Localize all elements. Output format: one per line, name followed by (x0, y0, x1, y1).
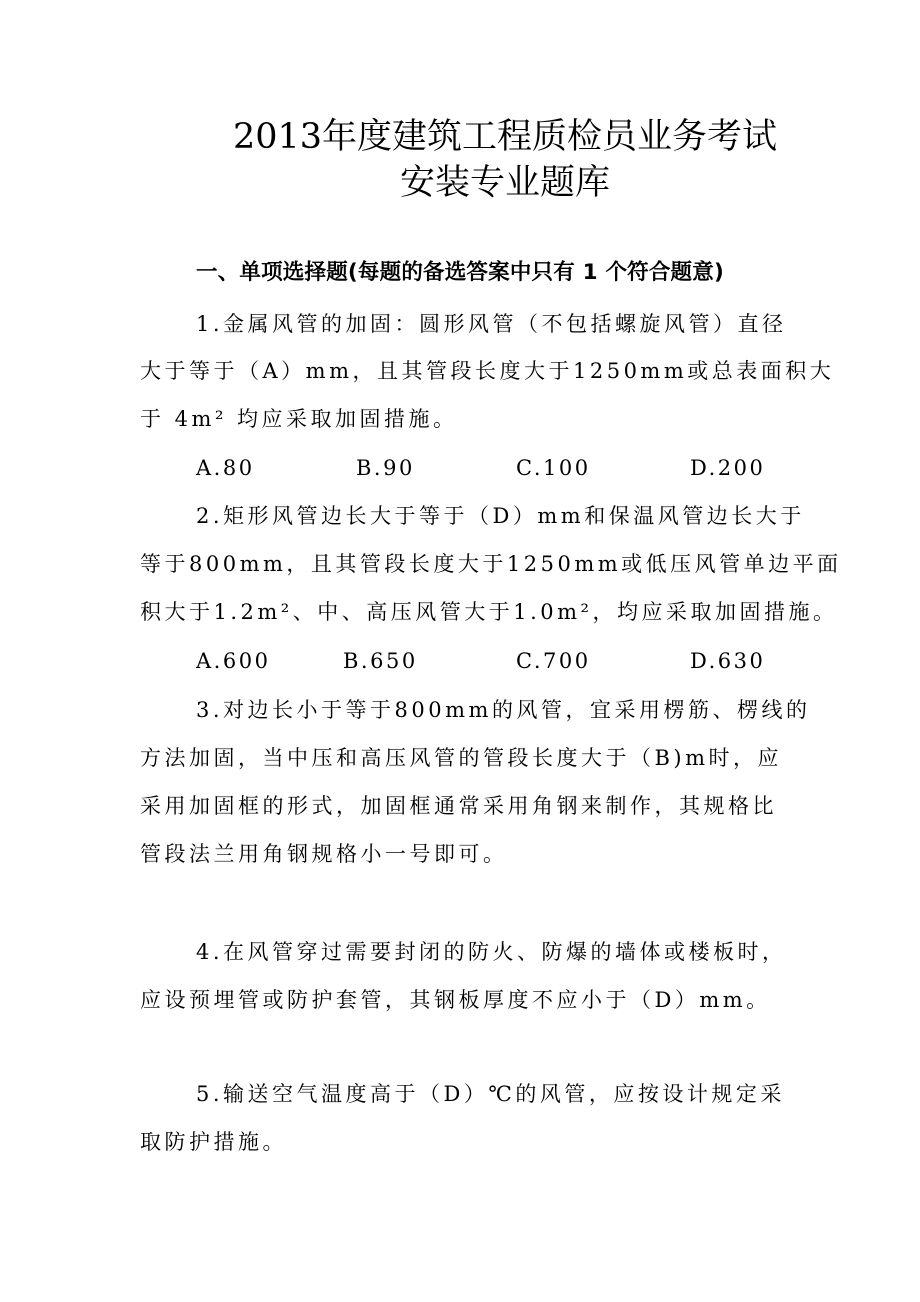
question-4-line-2: 应设预埋管或防护套管，其钢板厚度不应小于（D）mm。 (140, 988, 771, 1012)
question-1-line-1: 1.金属风管的加固：圆形风管（不包括螺旋风管）直径 (196, 312, 787, 336)
question-2-line-1: 2.矩形风管边长大于等于（D）mm和保温风管边长大于 (196, 504, 805, 528)
question-2-option-a: A.600 (196, 649, 271, 673)
question-1-line-3: 于 4m² 均应采取加固措施。 (140, 407, 458, 431)
document-title-line2: 安装专业题库 (399, 163, 610, 203)
question-1-line-2: 大于等于（A）mm，且其管段长度大于1250mm或总表面积大 (140, 359, 835, 383)
document-title-line1: 2013年度建筑工程质检员业务考试 (232, 117, 778, 157)
question-3-line-1: 3.对边长小于等于800mm的风管，宜采用楞筋、楞线的 (196, 698, 811, 722)
question-2-option-c: C.700 (516, 649, 591, 673)
question-2-option-b: B.650 (343, 649, 418, 673)
question-1-option-b: B.90 (356, 456, 415, 480)
question-3-line-2: 方法加固，当中压和高压风管的管段长度大于（B)m时，应 (140, 746, 783, 770)
question-3-line-3: 采用加固框的形式，加固框通常采用角钢来制作，其规格比 (140, 794, 777, 818)
question-2-option-d: D.630 (690, 649, 766, 673)
question-1-option-d: D.200 (690, 456, 766, 480)
question-2-line-2: 等于800mm，且其管段长度大于1250mm或低压风管单边平面 (140, 552, 842, 576)
question-4-line-1: 4.在风管穿过需要封闭的防火、防爆的墙体或楼板时， (196, 940, 787, 964)
question-5-line-1: 5.输送空气温度高于（D）℃的风管，应按设计规定采 (196, 1082, 785, 1106)
question-3-line-4: 管段法兰用角钢规格小一号即可。 (140, 842, 508, 866)
section-heading-single-choice: 一、单项选择题(每题的备选答案中只有 1 个符合题意) (196, 260, 724, 285)
question-1-option-c: C.100 (516, 456, 591, 480)
question-5-line-2: 取防护措施。 (140, 1130, 287, 1154)
question-2-line-3: 积大于1.2m²、中、高压风管大于1.0m²，均应采取加固措施。 (140, 600, 838, 624)
question-1-option-a: A.80 (196, 456, 255, 480)
